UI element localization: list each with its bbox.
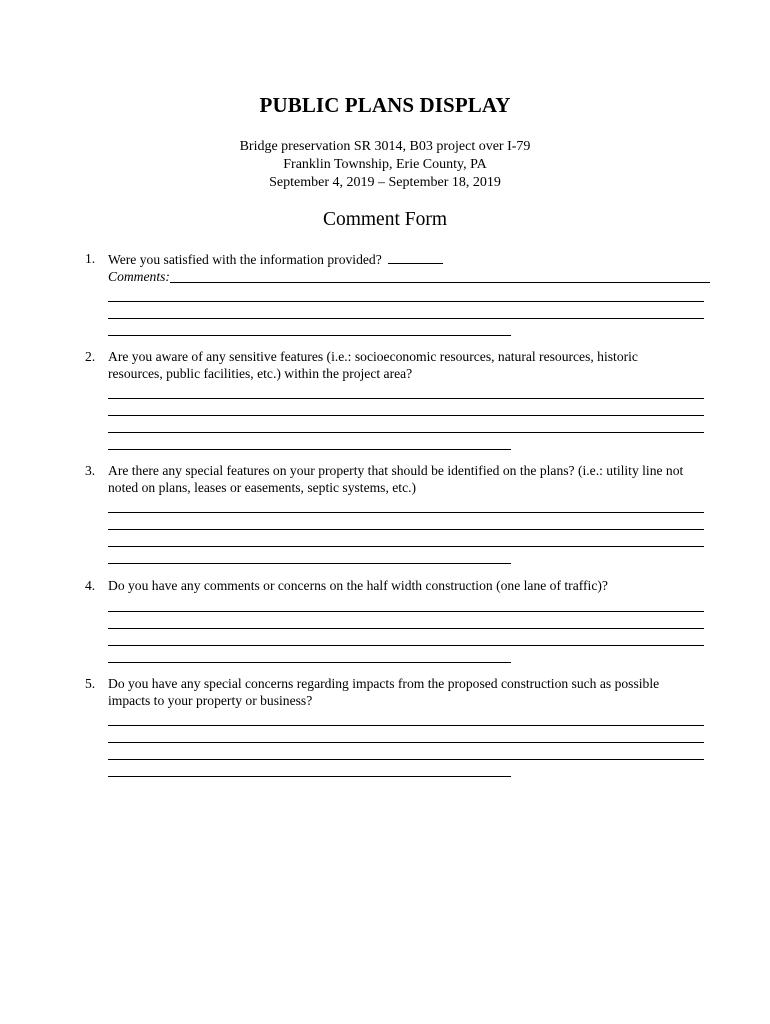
answer-line[interactable]: [108, 496, 704, 513]
question-text: Are there any special features on your property that should be identified on the plans? (i.e.: utility line not: [108, 463, 684, 478]
page-title: PUBLIC PLANS DISPLAY: [259, 93, 511, 117]
question-4: [85, 578, 710, 663]
comment-line[interactable]: [170, 270, 710, 283]
question-number: 5.: [85, 676, 96, 691]
answer-line[interactable]: [108, 709, 704, 726]
answer-line[interactable]: [108, 612, 704, 629]
question-3: [85, 463, 710, 564]
project-info: [0, 138, 770, 192]
answer-line[interactable]: [108, 513, 704, 530]
answer-line[interactable]: [108, 595, 704, 612]
question-number: 4.: [85, 578, 96, 593]
answer-line[interactable]: [108, 547, 511, 564]
question-1: [85, 251, 710, 336]
project-location: Franklin Township, Erie County, PA: [283, 157, 487, 172]
form-title: Comment Form: [322, 209, 448, 230]
comment-line[interactable]: [108, 302, 704, 319]
question-text: Do you have any comments or concerns on the half width construction (one lane of traffic)?: [108, 578, 608, 593]
question-number: 1.: [85, 251, 96, 266]
display-dates: September 4, 2019 – September 18, 2019: [269, 175, 501, 190]
comment-line[interactable]: [108, 319, 511, 336]
answer-line[interactable]: [108, 530, 704, 547]
question-2: [85, 349, 710, 450]
answer-line[interactable]: [108, 629, 704, 646]
answer-line[interactable]: [108, 743, 704, 760]
question-number: 3.: [85, 463, 96, 478]
answer-line[interactable]: [108, 646, 511, 663]
answer-line[interactable]: [108, 726, 704, 743]
question-text: noted on plans, leases or easements, septic systems, etc.): [108, 479, 417, 495]
question-text: Were you satisfied with the information provided?: [108, 252, 386, 267]
comments-label: Comments:: [108, 268, 170, 284]
answer-line[interactable]: [108, 433, 511, 450]
question-5: [85, 676, 710, 777]
question-text: impacts to your property or business?: [108, 692, 313, 708]
answer-line[interactable]: [108, 760, 511, 777]
question-text: resources, public facilities, etc.) within the project area?: [108, 365, 413, 381]
question-text: Are you aware of any sensitive features (i.e.: socioeconomic resources, natural resources, historic: [108, 349, 638, 364]
question-text: Do you have any special concerns regarding impacts from the proposed construction such as possible: [108, 676, 660, 691]
question-number: 2.: [85, 349, 96, 364]
answer-line[interactable]: [108, 416, 704, 433]
answer-line[interactable]: [108, 382, 704, 399]
answer-line[interactable]: [108, 399, 704, 416]
satisfaction-answer-field[interactable]: [388, 251, 443, 264]
comment-line[interactable]: [108, 285, 704, 302]
project-name: Bridge preservation SR 3014, B03 project over I-79: [239, 139, 531, 154]
